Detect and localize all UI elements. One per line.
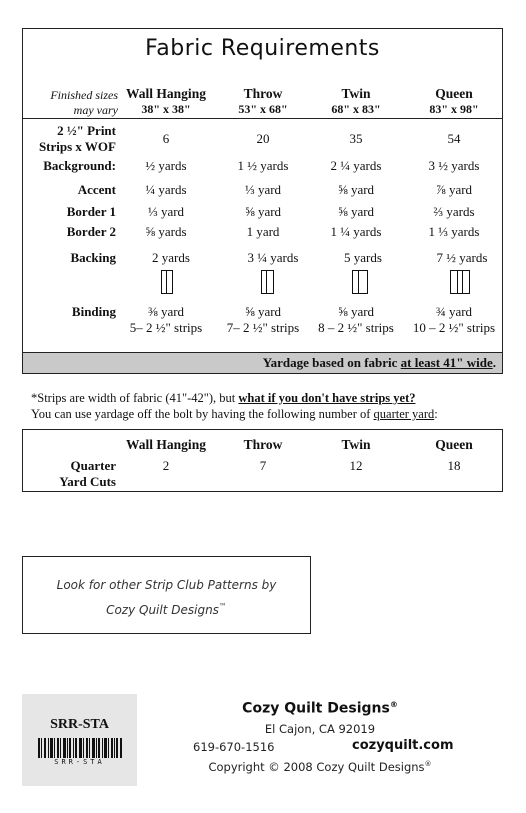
qy-header-queen: Queen [435, 437, 473, 452]
cell-backing-throw: 3 ¼ yards [247, 250, 299, 265]
size-name: Twin [341, 86, 371, 101]
cell-binding-wall [116, 304, 216, 336]
barcode-text: SRR-STA [54, 758, 105, 766]
barcode-icon [38, 738, 122, 758]
size-name: Wall Hanging [126, 86, 206, 101]
company-phone: 619-670-1516 [193, 740, 275, 754]
label-line-2: Strips x WOF [38, 139, 116, 154]
qy-header-twin: Twin [341, 437, 371, 452]
page-title: Fabric Requirements [145, 36, 380, 61]
label-line-1: Quarter [70, 458, 116, 473]
row-label-border-1: Border 1 [66, 204, 116, 219]
cell-background-queen: 3 ½ yards [428, 158, 480, 173]
promo-line-1: Look for other Strip Club Patterns by [56, 578, 277, 592]
size-dims: 68" x 83" [331, 102, 381, 116]
company-website[interactable]: cozyquilt.com [352, 738, 454, 753]
cell-binding-throw [213, 304, 313, 336]
cell-border2-throw: 1 yard [246, 224, 280, 239]
cell-backing-wall: 2 yards [152, 250, 190, 265]
qy-cell-throw: 7 [259, 458, 267, 473]
cell-border1-twin: ⅝ yard [337, 204, 375, 219]
binding-strips: 10 – 2 ½" strips [412, 320, 496, 335]
row-label-accent: Accent [77, 182, 116, 197]
cell-border1-queen: ⅔ yards [433, 204, 475, 219]
yardage-note-underlined: at least 41" wide [400, 355, 493, 370]
size-dims: 83" x 98" [429, 102, 479, 116]
promo-line-2: Cozy Quilt Designs™ [106, 602, 227, 617]
binding-yardage: ⅜ yard [147, 304, 185, 319]
row-label-binding: Binding [71, 304, 116, 319]
quarter-note: You can use yardage off the bolt by having the following number of quarter yard: [31, 407, 438, 421]
company-name: Cozy Quilt Designs® [242, 700, 398, 717]
size-name: Queen [435, 86, 473, 101]
cell-accent-queen: ⅞ yard [435, 182, 473, 197]
binding-yardage: ⅝ yard [244, 304, 282, 319]
copyright: Copyright © 2008 Cozy Quilt Designs® [208, 760, 432, 774]
binding-yardage: ¾ yard [435, 304, 473, 319]
cell-backing-queen: 7 ½ yards [436, 250, 488, 265]
qy-cell-queen: 18 [447, 458, 461, 473]
note-line-1: Finished sizes [50, 88, 118, 102]
sku-code: SRR-STA [50, 717, 109, 732]
header-divider [22, 118, 503, 119]
row-label-print-strips [24, 123, 116, 155]
size-dims: 53" x 68" [238, 102, 288, 116]
size-dims: 38" x 38" [141, 102, 191, 116]
size-header-wall-hanging [116, 86, 216, 117]
quarter-yard-underlined: quarter yard [373, 407, 435, 421]
cell-background-throw: 1 ½ yards [237, 158, 289, 173]
size-header-throw [213, 86, 313, 117]
cell-accent-wall: ¼ yards [145, 182, 187, 197]
finished-sizes-note [30, 88, 118, 118]
yardage-note: Yardage based on fabric at least 41" wide. [262, 355, 496, 370]
qy-header-wall-hanging: Wall Hanging [126, 437, 206, 452]
cell-print-strips-queen: 54 [447, 131, 461, 146]
cell-backing-twin: 5 yards [344, 250, 382, 265]
backing-seam-icon-throw [261, 270, 274, 294]
cell-border2-wall: ⅝ yards [145, 224, 187, 239]
backing-seam-icon-wall [161, 270, 173, 294]
row-label-background: Background: [43, 158, 116, 173]
row-label-backing: Backing [70, 250, 116, 265]
binding-strips: 5– 2 ½" strips [129, 320, 203, 335]
strips-note: *Strips are width of fabric (41"-42"), but what if you don't have strips yet? [31, 391, 416, 405]
binding-strips: 8 – 2 ½" strips [318, 320, 394, 335]
promo-text [22, 574, 311, 621]
row-label-border-2: Border 2 [66, 224, 116, 239]
note-line-2: may vary [73, 103, 118, 117]
size-name: Throw [243, 86, 283, 101]
backing-seam-icon-twin [352, 270, 368, 294]
qy-cell-wall: 2 [162, 458, 170, 473]
backing-seam-icon-queen [450, 270, 470, 294]
cell-print-strips-throw: 20 [256, 131, 270, 146]
cell-binding-twin [306, 304, 406, 336]
size-header-twin [306, 86, 406, 117]
label-line-2: Yard Cuts [59, 474, 116, 489]
cell-background-wall: ½ yards [145, 158, 187, 173]
cell-print-strips-twin: 35 [349, 131, 363, 146]
cell-border2-queen: 1 ⅓ yards [428, 224, 480, 239]
qy-header-throw: Throw [243, 437, 283, 452]
cell-border1-throw: ⅝ yard [244, 204, 282, 219]
cell-background-twin: 2 ¼ yards [330, 158, 382, 173]
cell-binding-queen [404, 304, 504, 336]
company-city: El Cajon, CA 92019 [264, 722, 376, 736]
binding-strips: 7– 2 ½" strips [226, 320, 300, 335]
qy-cell-twin: 12 [349, 458, 363, 473]
cell-border2-twin: 1 ¼ yards [330, 224, 382, 239]
cell-border1-wall: ⅓ yard [147, 204, 185, 219]
cell-accent-twin: ⅝ yard [337, 182, 375, 197]
qy-row-label [24, 458, 116, 490]
label-line-1: 2 ½" Print [57, 123, 116, 138]
binding-yardage: ⅝ yard [337, 304, 375, 319]
strips-question: what if you don't have strips yet? [238, 391, 416, 405]
cell-accent-throw: ⅓ yard [244, 182, 282, 197]
cell-print-strips-wall: 6 [162, 131, 170, 146]
size-header-queen [404, 86, 504, 117]
